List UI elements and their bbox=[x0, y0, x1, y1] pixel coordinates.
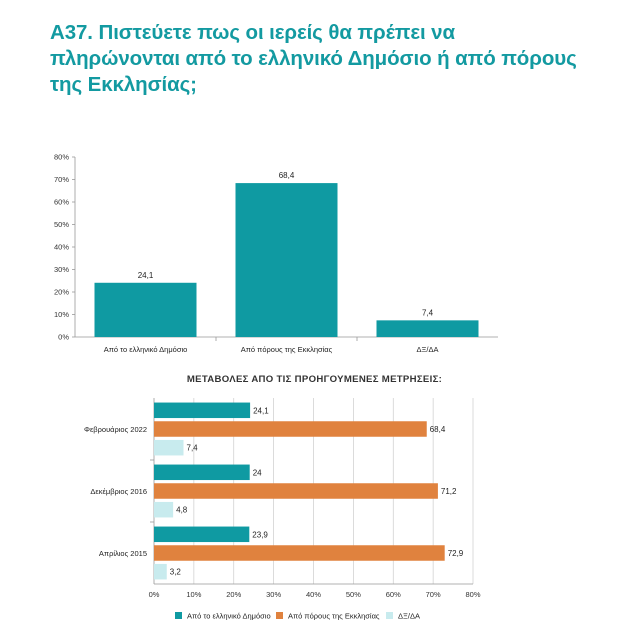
x-tick-label: 20% bbox=[226, 590, 242, 599]
y-tick-label: 20% bbox=[53, 287, 69, 297]
category-label: Από πόρους της Εκκλησίας bbox=[240, 345, 333, 354]
x-tick-label: 80% bbox=[465, 590, 481, 599]
data-label: 68,4 bbox=[429, 425, 446, 434]
data-label: 24 bbox=[252, 468, 262, 478]
data-label: 24,1 bbox=[137, 270, 154, 280]
legend-swatch bbox=[276, 612, 283, 619]
bar bbox=[154, 403, 250, 419]
data-label: 71,2 bbox=[440, 487, 457, 496]
bar bbox=[154, 483, 438, 499]
category-label: Φεβρουάριος 2022 bbox=[83, 425, 147, 434]
y-tick-label: 30% bbox=[53, 265, 69, 274]
legend-swatch bbox=[386, 612, 393, 619]
data-label: 68,4 bbox=[278, 171, 295, 181]
x-tick-label: 60% bbox=[385, 590, 401, 599]
category-label: ΔΞ/ΔΑ bbox=[416, 345, 439, 354]
x-tick-label: 0% bbox=[148, 590, 160, 599]
data-label: 4,8 bbox=[176, 505, 188, 515]
category-label: Από το ελληνικό Δημόσιο bbox=[103, 345, 188, 354]
bar bbox=[154, 440, 184, 456]
legend-label: ΔΞ/ΔΑ bbox=[398, 611, 420, 621]
page-title: Α37. Πιστεύετε πως οι ιερείς θα πρέπει να πληρώνονται από το ελληνικό Δημόσιο ή από πόρους της Εκκλησίας; bbox=[50, 21, 577, 96]
category-label: Δεκέμβριος 2016 bbox=[90, 487, 147, 496]
bar bbox=[154, 502, 173, 518]
bar bbox=[154, 527, 249, 543]
x-tick-label: 70% bbox=[425, 590, 441, 599]
x-tick-label: 50% bbox=[345, 590, 361, 599]
y-tick-label: 50% bbox=[53, 220, 69, 229]
data-label: 72,9 bbox=[447, 549, 464, 558]
y-tick-label: 0% bbox=[58, 332, 69, 342]
y-tick-label: 80% bbox=[53, 152, 69, 162]
bar bbox=[154, 564, 167, 580]
x-tick-label: 30% bbox=[266, 590, 282, 599]
y-tick-label: 70% bbox=[53, 175, 69, 184]
data-label: 7,4 bbox=[186, 443, 198, 453]
data-label: 3,2 bbox=[169, 567, 181, 577]
legend-label: Από πόρους της Εκκλησίας bbox=[288, 611, 380, 621]
y-tick-label: 40% bbox=[53, 242, 69, 252]
category-label: Απρίλιος 2015 bbox=[98, 549, 147, 558]
bar bbox=[154, 545, 445, 561]
data-label: 24,1 bbox=[253, 406, 269, 416]
legend-swatch bbox=[175, 612, 182, 619]
data-label: 23,9 bbox=[252, 530, 268, 540]
x-tick-label: 40% bbox=[305, 590, 322, 599]
bar bbox=[154, 465, 250, 481]
data-label: 7,4 bbox=[421, 308, 434, 318]
bar bbox=[154, 421, 427, 437]
y-tick-label: 10% bbox=[53, 310, 69, 319]
x-tick-label: 10% bbox=[186, 590, 202, 599]
y-tick-label: 60% bbox=[53, 197, 69, 207]
legend-label: Από το ελληνικό Δημόσιο bbox=[187, 611, 271, 621]
trend-chart-title: ΜΕΤΑΒΟΛΕΣ ΑΠΟ ΤΙΣ ΠΡΟΗΓΟΥΜΕΝΕΣ ΜΕΤΡΗΣΕΙΣ: bbox=[186, 374, 443, 385]
